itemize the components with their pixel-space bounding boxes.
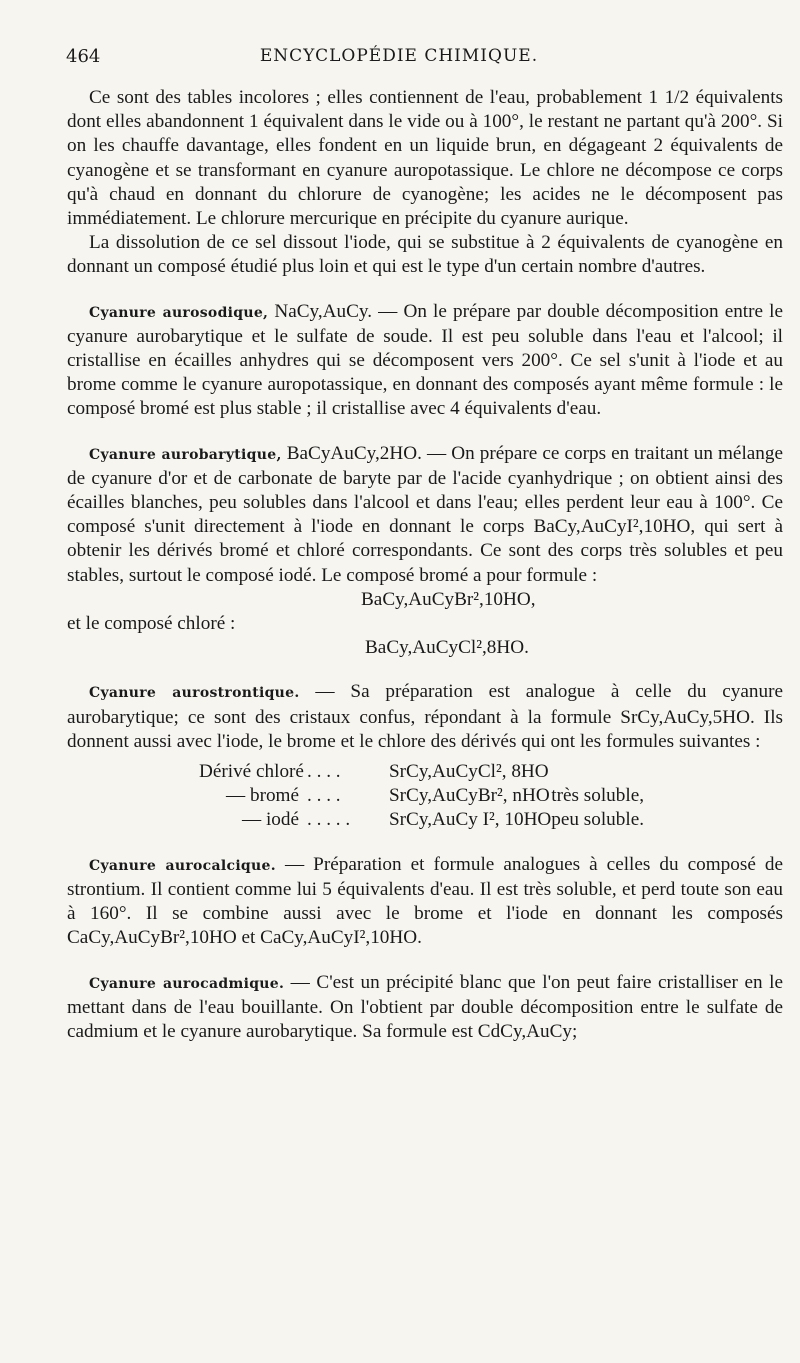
derived-name: — bromé [225, 785, 299, 807]
derived-formula: SrCy,AuCyCl², 8HO [389, 761, 549, 783]
formula-chlore: BaCy,AuCyCl²,8HO. [365, 637, 529, 659]
derived-row [199, 784, 644, 808]
derived-name: — iodé [241, 809, 299, 831]
entry-text: — C'est un précipité blanc que l'on peut faire cristalliser en le mettant dans de l'eau bouillante. On l'obtient par double décomposition entre le sulfate de cadmium et le cyanure aurobarytique. Sa formule est CdCy,AuCy; [67, 971, 783, 1042]
page-number: 464 [66, 46, 101, 67]
entry-heading: Cyanure aurosodique, [89, 304, 269, 321]
entry-heading: Cyanure aurostrontique. [89, 685, 300, 702]
entry-text: BaCyAuCy,2HO. — On prépare ce corps en traitant un mélange de cyanure d'or et de carbonate de baryte par de l'acide cyanhydrique ; on obtient ainsi des écailles blanches, peu solubles dans l'alcool et dans l'eau; elles perdent leur eau à 100°. Ce composé s'unit directement à l'iode en donnant le corps BaCy,AuCyI²,10HO, qui sert à obtenir les dérivés bromé et chloré correspondants. Ce sont des corps très solubles et peu stables, surtout le composé iodé. Le composé bromé a pour formule : [67, 442, 783, 586]
derived-name: Dérivé chloré [199, 761, 304, 783]
entry-heading: Cyanure aurocalcique. [89, 857, 276, 874]
running-title: ENCYCLOPÉDIE CHIMIQUE. [259, 46, 539, 66]
entry-heading: Cyanure aurobarytique, [89, 446, 282, 463]
formula-brome: BaCy,AuCyBr²,10HO, [361, 588, 536, 610]
entry-aurostrontique [67, 680, 783, 754]
derived-row [199, 808, 644, 832]
derived-note: peu soluble. [551, 809, 645, 831]
derived-dots: . . . . . [307, 809, 351, 831]
entry-text: NaCy,AuCy. — On le prépare par double décomposition entre le cyanure aurobarytique et le sulfate de soude. Il est peu soluble dans l'eau et l'alcool; il cristallise en écailles anhydres qui se décomposent vers 200°. Ce sel s'unit à l'iode et au brome comme le cyanure auropotassique, en donnant des composés ayant même formule : le composé bromé est plus stable ; il cristallise avec 4 équivalents d'eau. [67, 300, 784, 420]
derived-dots: . . . . [307, 761, 341, 783]
text-chlore-intro: et le composé chloré : [67, 613, 236, 635]
entry-aurobarytique [67, 442, 783, 588]
entry-heading: Cyanure aurocadmique. [89, 975, 285, 992]
entry-text: — Préparation et formule analogues à celles du composé de strontium. Il contient comme lui 5 équivalents d'eau. Il est très soluble, et perd toute son eau à 160°. Il se combine aussi avec le brome et l'iode en donnant les composés CaCy,AuCyBr²,10HO et CaCy,AuCyI²,10HO. [67, 853, 783, 949]
derived-note: très soluble, [551, 785, 645, 807]
entry-aurocalcique [67, 853, 783, 951]
entry-text: — Sa préparation est analogue à celle du cyanure aurobarytique; ce sont des cristaux confus, répondant à la formule SrCy,AuCy,5HO. Ils donnent aussi avec l'iode, le brome et le chlore des dérivés qui ont les formules suivantes : [67, 681, 783, 752]
paragraph-dissolution: La dissolution de ce sel dissout l'iode, qui se substitue à 2 équivalents de cyanogène en donnant un composé étudié plus loin et qui est le type d'un certain nombre d'autres. [67, 232, 783, 278]
running-header [66, 46, 732, 74]
derived-table [199, 760, 644, 833]
body-text [67, 86, 783, 1044]
entry-aurocadmique [67, 971, 783, 1045]
derived-note [551, 760, 644, 784]
derived-dots: . . . . [307, 785, 341, 807]
entry-aurosodique [67, 300, 783, 422]
derived-formula: SrCy,AuCyBr², nHO [389, 785, 550, 807]
derived-row [199, 760, 644, 784]
derived-formula: SrCy,AuCy I², 10HO [389, 809, 552, 831]
paragraph-tables: Ce sont des tables incolores ; elles contiennent de l'eau, probablement 1 1/2 équivalents dont elles abandonnent 1 équivalent dans le vide ou à 100°, le restant ne partant qu'à 200°. Si on les chauffe davantage, elles fondent en un liquide brun, en dégageant 2 équivalents de cyanogène et se transformant en cyanure auropotassique. Le chlore ne décompose ce corps qu'à chaud en donnant du chlorure de cyanogène; les acides ne le décomposent pas immédiatement. Le chlorure mercurique en précipite du cyanure aurique. [67, 87, 783, 230]
